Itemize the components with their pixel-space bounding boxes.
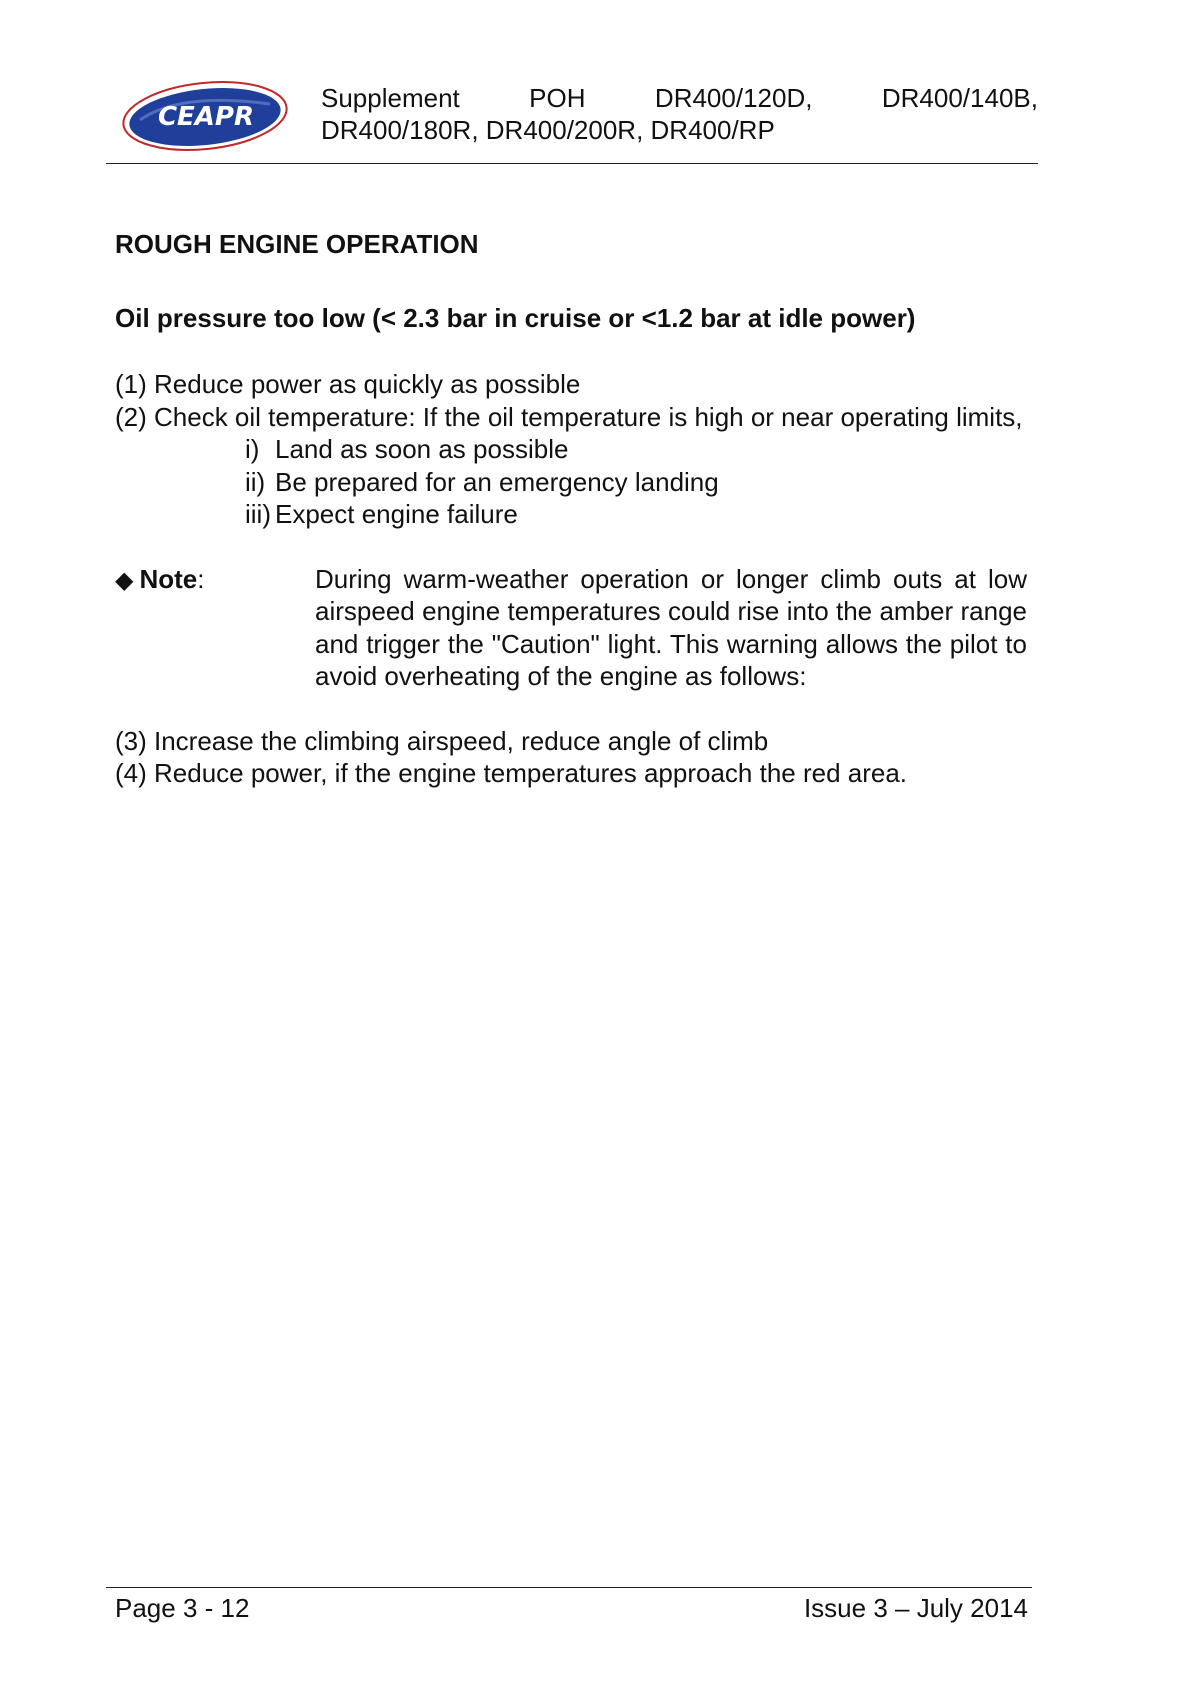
sub-step-number: iii) [245, 499, 271, 529]
main-content [115, 228, 1027, 790]
footer-divider [106, 1587, 1032, 1588]
sub-step-number: ii) [245, 466, 266, 497]
sub-step-text: Land as soon as possible [275, 434, 569, 464]
header-word: POH [529, 83, 586, 113]
note-label-text: Note [139, 563, 198, 594]
header-divider [106, 163, 1038, 164]
section-title: ROUGH ENGINE OPERATION [115, 229, 479, 259]
note-label [115, 563, 315, 693]
sub-steps [245, 433, 1027, 531]
procedure-step: (1) Reduce power as quickly as possible [115, 369, 581, 399]
page-number: Page 3 - 12 [115, 1593, 250, 1623]
procedure-steps [115, 368, 1027, 433]
procedure-steps-continued [115, 725, 1027, 790]
note-label-colon: : [197, 563, 205, 594]
sub-step [245, 433, 1027, 466]
ceapr-logo [120, 78, 290, 154]
header-word: DR400/140B, [881, 83, 1038, 113]
procedure-step: (2) Check oil temperature: If the oil temperature is high or near operating limits, [115, 401, 1023, 432]
header-title-line2: DR400/180R, DR400/200R, DR400/RP [321, 115, 775, 145]
diamond-bullet-icon: ◆ [115, 566, 134, 594]
header-title [321, 82, 1038, 146]
sub-step-number: i) [245, 434, 260, 464]
header-word: DR400/120D, [654, 83, 813, 113]
header-word: Supplement [321, 83, 460, 113]
header-title-line1 [321, 82, 1038, 114]
sub-step-text: Be prepared for an emergency landing [275, 466, 719, 497]
note-text: During warm-weather operation or longer climb outs at low airspeed engine temperatures could rise into the amber range and trigger the "Caution" light. This warning allows the pilot to avoid overheating of the engine as follows: [315, 563, 1027, 691]
page-header [106, 72, 1038, 164]
logo-lettering: CEAPR [157, 102, 255, 132]
sub-step [245, 466, 1027, 499]
subsection-title: Oil pressure too low (< 2.3 bar in cruise or <1.2 bar at idle power) [115, 303, 916, 333]
issue-date: Issue 3 – July 2014 [803, 1593, 1028, 1623]
procedure-step: (4) Reduce power, if the engine temperatures approach the red area. [115, 758, 908, 788]
procedure-step: (3) Increase the climbing airspeed, reduce angle of climb [115, 725, 769, 756]
note-block [115, 563, 1027, 693]
sub-step [245, 498, 1027, 531]
sub-step-text: Expect engine failure [275, 499, 518, 529]
